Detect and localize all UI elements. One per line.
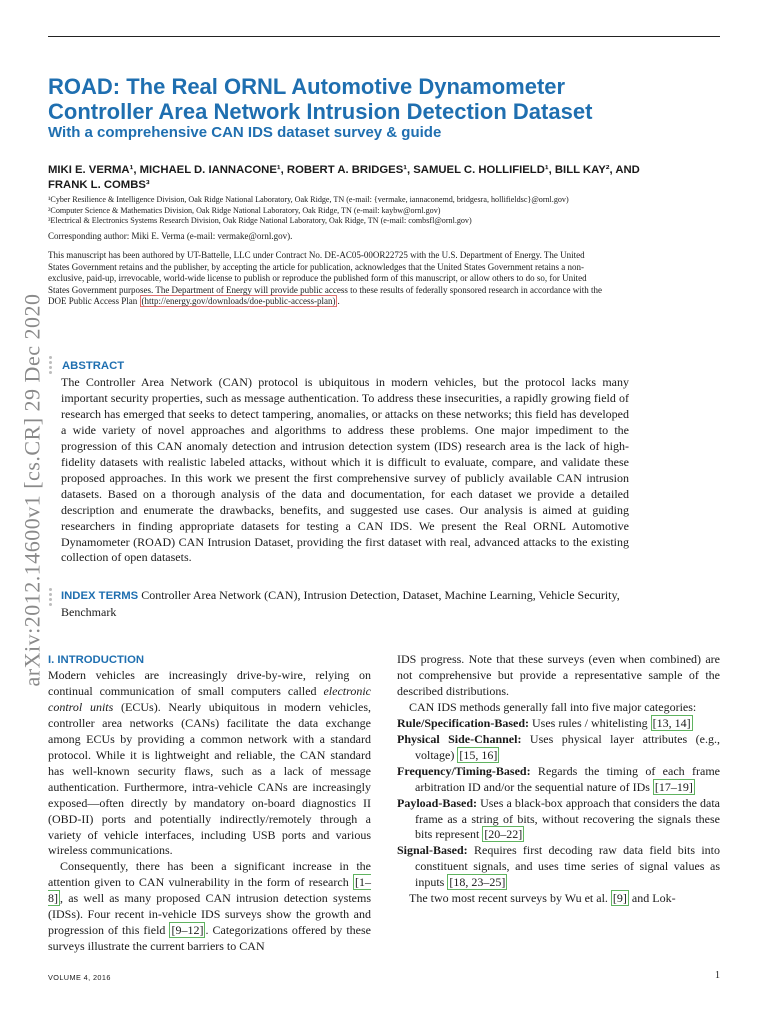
arxiv-stamp-text: arXiv:2012.14600v1 [cs.CR] 29 Dec 2020	[19, 293, 45, 687]
method-item	[397, 764, 720, 796]
method-name: Physical Side-Channel:	[397, 731, 522, 746]
intro-p1-text-b: (ECUs). Nearly ubiquitous in modern vehicles, controller area networks (CANs) facilitate the data exchange among ECUs by providing a common network with a standard protocol. While it is lightweight and reliable, the CAN standard has well-known security flaws, such as a lack of message authentication. Furthermore, intra-vehicle CANs are increasingly exposed—often directly by mandatory on-board diagnostics II (OBD-II) ports and potentially indirectly/remotely through a variety of vehicle interfaces, including USB ports and various wireless communications.	[48, 699, 371, 858]
method-desc: Uses a black-box approach that considers the data frame as a string of bits, without recovering the signals these bits represent	[415, 795, 720, 842]
citation-link[interactable]: [15, 16]	[459, 747, 498, 762]
footer-volume: VOLUME 4, 2016	[48, 973, 111, 982]
method-name: Signal-Based:	[397, 843, 468, 858]
manuscript-note-text: This manuscript has been authored by UT-Battelle, LLC under Contract No. DE-AC05-00OR22725 with the U.S. Department of Energy. The United States Government retains and the publisher, by accepting the article for publication, acknowledges that the United States Government retains a non-exclusive, paid-up, irrevocable, world-wide license to publish or reproduce the published form of this manuscript, or allow others to do so, for United States Government purposes. The Department of Energy will provide public access to these results of federally sponsored research in accordance with the DOE Public Access Plan	[48, 250, 602, 307]
index-terms-heading: INDEX TERMS	[61, 590, 139, 602]
right-p3-text-a: The two most recent surveys by Wu et al.	[409, 891, 611, 906]
abstract-dots-icon	[48, 356, 54, 376]
method-desc: Uses physical layer attributes (e.g., voltage)	[415, 731, 721, 762]
right-paragraph-1: IDS progress. Note that these surveys (even when combined) are not comprehensive but provide a representative sample of the described distributions.	[397, 652, 720, 698]
method-desc: Requires first decoding raw data field bits into constituent signals, and uses time series of signal values as inputs	[415, 843, 720, 890]
intro-p1-text-a: Modern vehicles are increasingly drive-by-wire, relying on continual communication of small computers called	[48, 668, 371, 698]
affiliations	[48, 195, 688, 227]
affiliation-3: ³Electrical & Electronics Systems Research Division, Oak Ridge National Laboratory, Oak Ridge, TN (e-mail: combsfl@ornl.gov)	[48, 216, 472, 225]
method-item	[397, 796, 720, 844]
intro-heading: I. INTRODUCTION	[48, 654, 145, 666]
index-terms	[61, 587, 629, 620]
manuscript-note	[48, 250, 608, 308]
top-rule	[48, 36, 720, 37]
intro-p2-text-c: . Categorizations offered by these surveys illustrate the current barriers to CAN	[48, 923, 371, 954]
arxiv-stamp	[14, 260, 50, 720]
intro-paragraph-2	[48, 859, 371, 955]
abstract-text: The Controller Area Network (CAN) protocol is ubiquitous in modern vehicles, but the protocol lacks many important security properties, such as message authentication. To address these insecurities, a rapidly growing field of research has emerged that seeks to detect tampering, anomalies, or attacks on these networks; this field has developed a wide variety of novel approaches and algorithms to address these problems. One major impediment to the progression of this CAN anomaly detection and intrusion detection system (IDS) research area is the lack of high-fidelity datasets with realistic labeled attacks, without which it is difficult to evaluate, compare, and validate these proposed approaches. In this work we present the first comprehensive survey of publicly available CAN intrusion datasets. Based on a thorough analysis of the data and documentation, for each dataset we provide a detailed description and enumerate the drawbacks, benefits, and suggested use cases. Our analysis is aimed at guiding researchers in finding appropriate datasets for testing a CAN IDS. We present the Real ORNL Automotive Dynamometer (ROAD) CAN Intrusion Dataset, providing the first dataset with real, advanced attacks to the existing collection of open datasets.	[61, 375, 629, 565]
doe-access-plan-link[interactable]: (http://energy.gov/downloads/doe-public-access-plan)	[141, 296, 336, 307]
left-column	[48, 652, 371, 955]
citation-link[interactable]: [13, 14]	[652, 715, 691, 730]
intro-p2-text-a: Consequently, there has been a significant increase in the attention given to CAN vulnerability in the form of research	[48, 859, 371, 890]
intro-p2-text-b: , as well as many proposed CAN intrusion detection systems (IDSs). Four recent in-vehicle IDS surveys show the growth and progression of this field	[48, 891, 371, 938]
citation-link[interactable]: [1–8]	[48, 875, 371, 906]
method-item	[397, 732, 720, 764]
citation-link[interactable]: [20–22]	[484, 827, 523, 842]
method-name: Payload-Based:	[397, 795, 478, 810]
intro-p1-emphasis: electronic control units	[48, 683, 371, 714]
right-paragraph-2: CAN IDS methods generally fall into five major categories:	[409, 699, 697, 714]
citation-link[interactable]: [9]	[612, 891, 627, 906]
index-terms-text: Controller Area Network (CAN), Intrusion Detection, Dataset, Machine Learning, Vehicle Security, Benchmark	[61, 588, 620, 619]
paper-title: ROAD: The Real ORNL Automotive Dynamometer Controller Area Network Intrusion Detection Dataset	[48, 74, 593, 124]
index-dots-icon	[48, 588, 54, 608]
right-column	[397, 652, 720, 907]
method-name: Frequency/Timing-Based:	[397, 763, 531, 778]
paper-subtitle: With a comprehensive CAN IDS dataset survey & guide	[48, 124, 442, 141]
right-p3-text-b: and Lok-	[628, 891, 676, 906]
manuscript-note-end: .	[337, 296, 340, 307]
method-desc: Regards the timing of each frame arbitration ID and/or the sequential nature of IDs	[415, 763, 720, 794]
method-item	[397, 843, 720, 891]
abstract-heading: ABSTRACT	[62, 360, 125, 372]
method-name: Rule/Specification-Based:	[397, 715, 529, 730]
affiliation-1: ¹Cyber Resilience & Intelligence Division, Oak Ridge National Laboratory, Oak Ridge, TN (e-mail: {vermake, iannaconemd, bridgesra, hollifieldsc}@ornl.gov)	[48, 195, 569, 204]
method-item	[397, 716, 720, 732]
citation-link[interactable]: [18, 23–25]	[449, 875, 506, 890]
right-paragraph-3	[397, 891, 720, 907]
citation-link[interactable]: [9–12]	[171, 923, 204, 938]
corresponding-author: Corresponding author: Miki E. Verma (e-mail: vermake@ornl.gov).	[48, 231, 293, 241]
affiliation-2: ²Computer Science & Mathematics Division, Oak Ridge National Laboratory, Oak Ridge, TN (e-mail: kaybw@ornl.gov)	[48, 205, 441, 215]
author-list: MIKI E. VERMA¹, MICHAEL D. IANNACONE¹, ROBERT A. BRIDGES¹, SAMUEL C. HOLLIFIELD¹, BILL KAY², AND FRANK L. COMBS³	[48, 164, 640, 191]
citation-link[interactable]: [17–19]	[654, 779, 693, 794]
page-number: 1	[715, 970, 720, 981]
method-desc: Uses rules / whitelisting	[529, 715, 651, 730]
intro-paragraph-1	[48, 668, 371, 859]
